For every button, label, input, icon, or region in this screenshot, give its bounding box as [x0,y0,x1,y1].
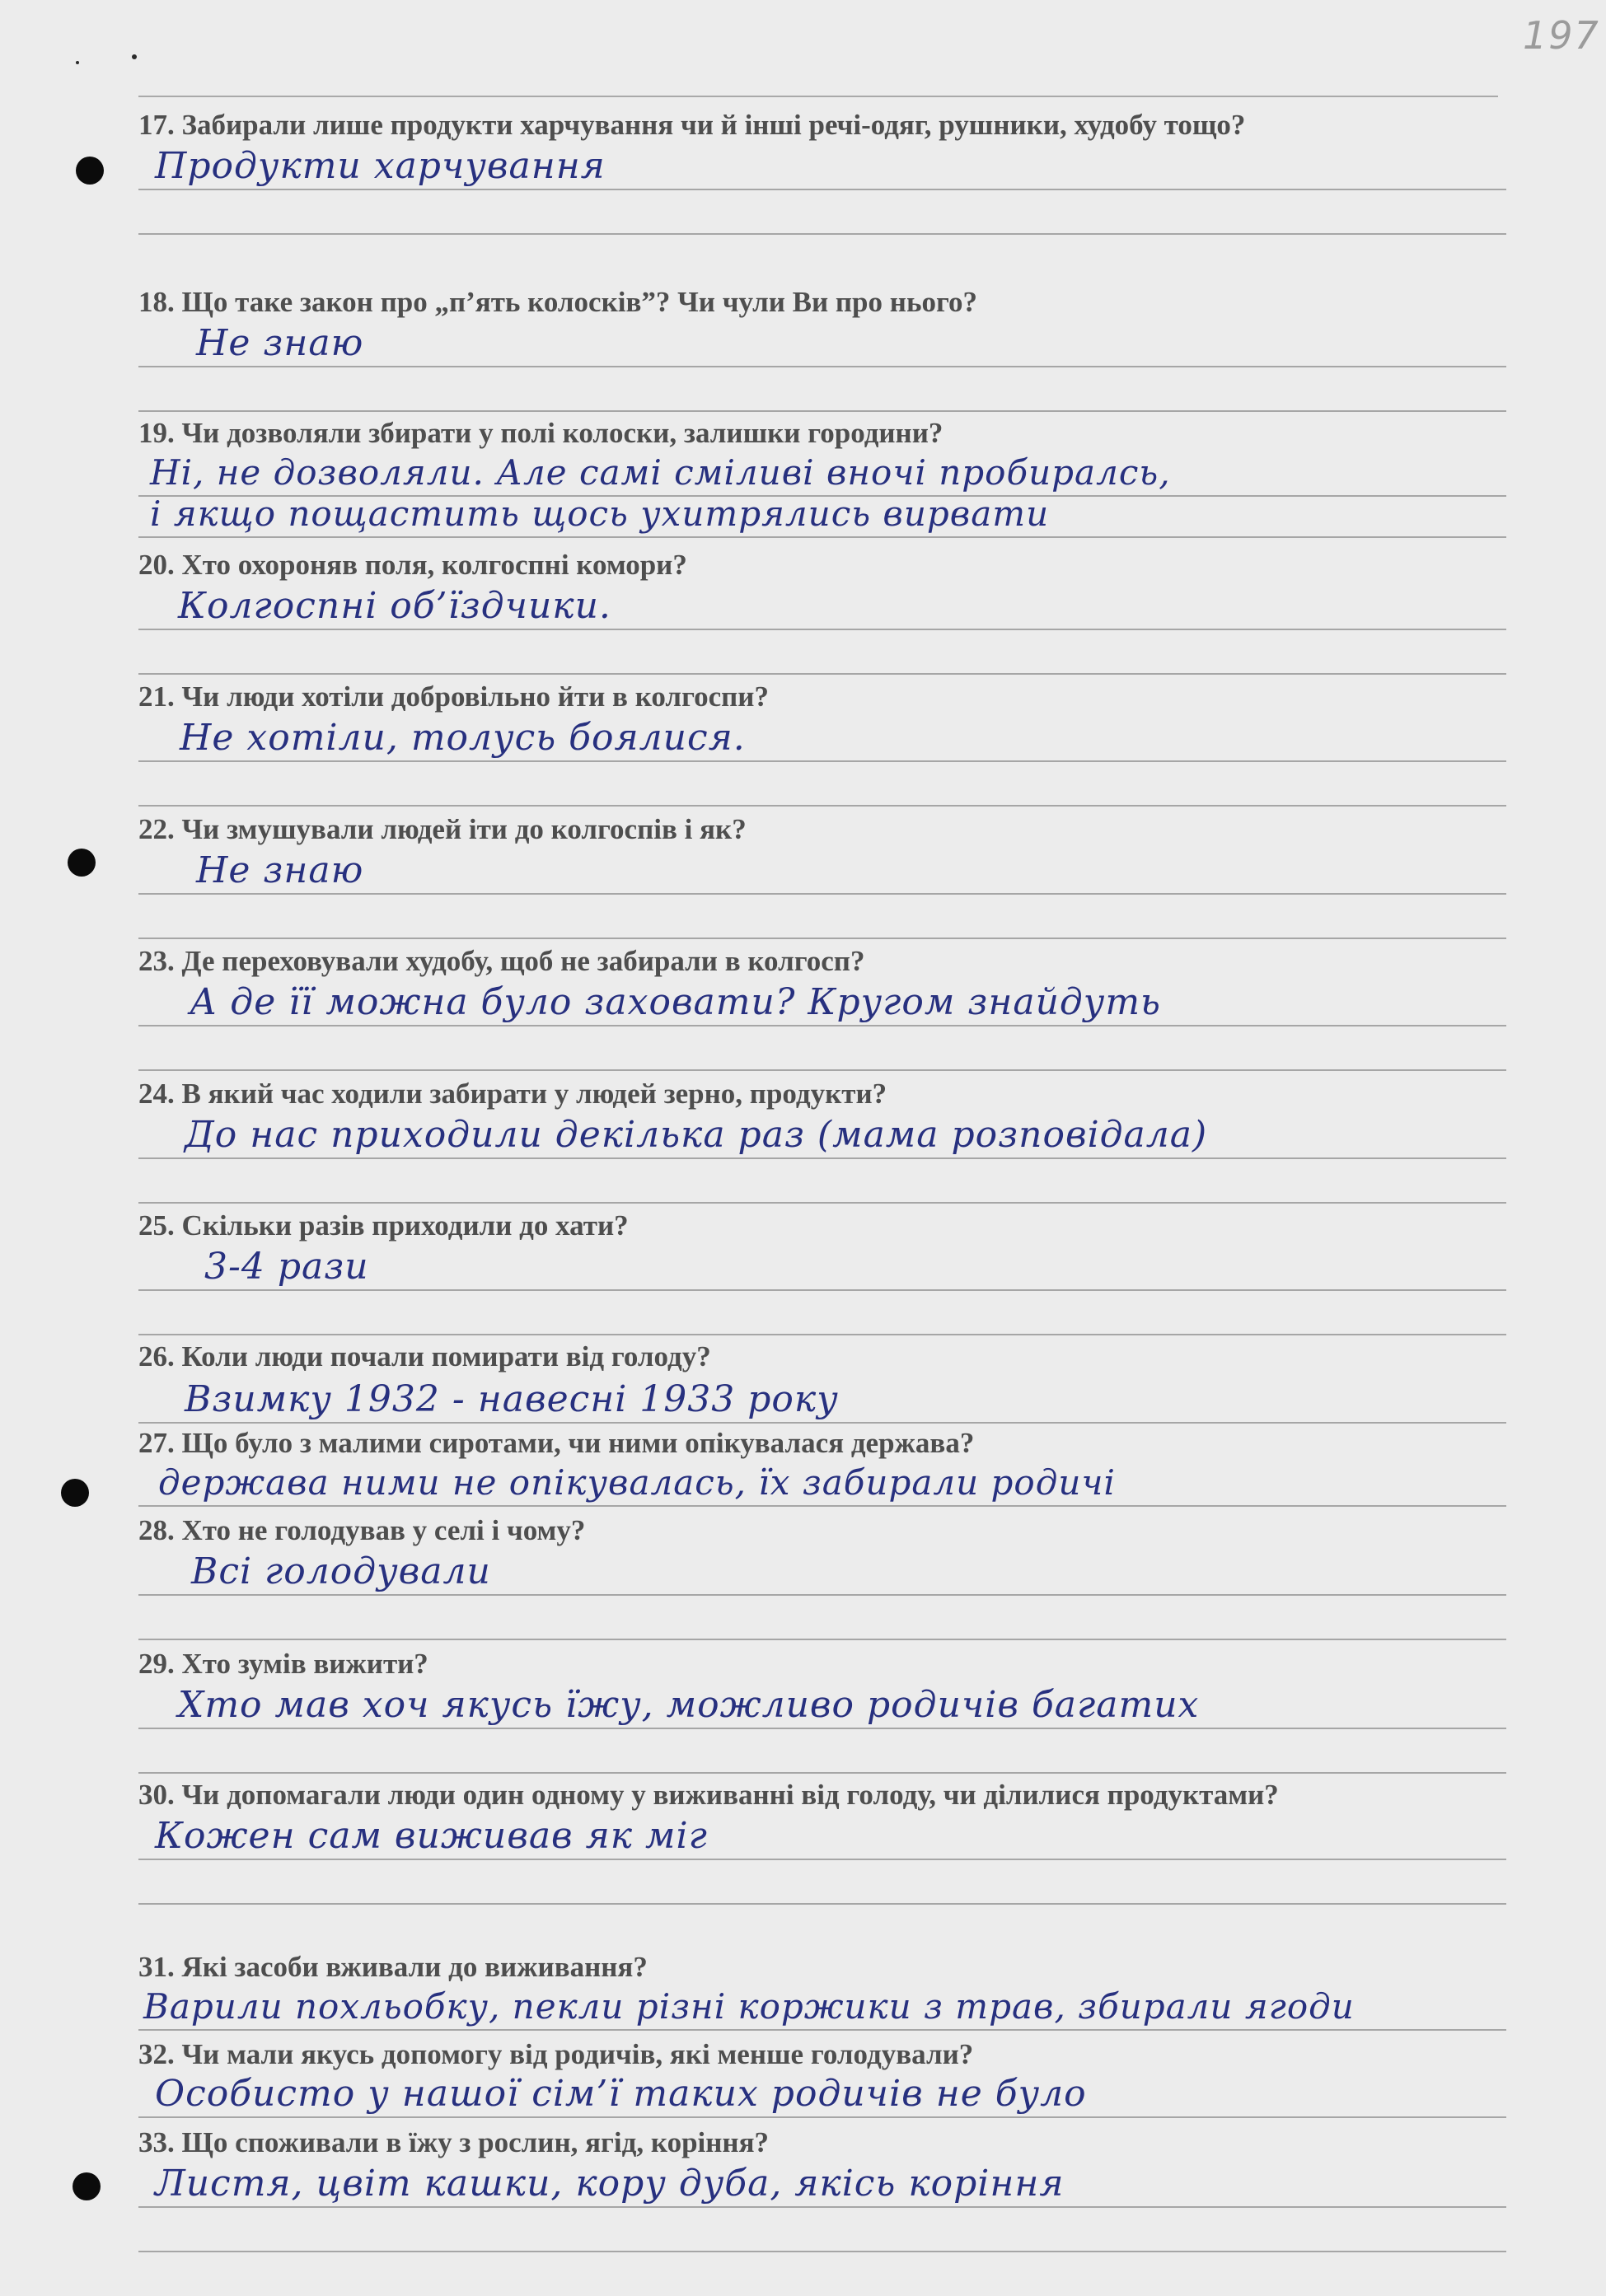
question-33 [138,2123,1506,2252]
punch-hole-bottom [73,2172,101,2200]
question-24 [138,1074,1506,1204]
blank-line [138,1159,1506,1204]
question-28 [138,1511,1506,1640]
handwritten-answer: А де її можна було заховати? Кругом знайдуть [190,981,1161,1023]
handwritten-answer: Листя, цвіт кашки, кору дуба, якісь коріння [155,2163,1065,2205]
punch-hole-top [76,157,104,185]
answer-line [138,321,1506,367]
question-text: 24. В який час ходили забирати у людей зерно, продукти? [138,1078,887,1110]
question-text: 31. Які засоби вживали до виживання? [138,1951,648,1983]
question-20 [138,545,1506,675]
answer-line [138,584,1506,630]
question-23 [138,942,1506,1071]
handwritten-answer: Не знаю [196,322,364,364]
question-text: 29. Хто зумів вижити? [138,1648,428,1680]
question-17 [138,105,1506,235]
handwritten-answer: 3-4 рази [204,1246,369,1288]
handwritten-answer: Особисто у нашої сім’ї таких родичів не було [155,2073,1087,2115]
question-22 [138,810,1506,939]
answer-line [138,1550,1506,1596]
question-text: 32. Чи мали якусь допомогу від родичів, які менше голодували? [138,2038,974,2070]
question-30 [138,1775,1506,1905]
handwritten-answer: і якщо пощастить щось ухитрялись вирвати [150,493,1050,534]
answer-line [138,493,1506,538]
handwritten-answer: Хто мав хоч якусь їжу, можливо родичів багатих [178,1684,1200,1726]
stray-mark [132,54,137,59]
handwritten-answer: Не хотіли, толусь боялися. [180,717,746,759]
handwritten-answer: Ні, не дозволяли. Але самі сміливі вночі пробиралсь, [150,452,1171,493]
question-26 [138,1337,1506,1424]
punch-hole-lower-mid [61,1479,89,1507]
answer-line [138,1113,1506,1159]
blank-line [138,2208,1506,2252]
answer-line [138,1376,1506,1424]
question-text: 30. Чи допомагали люди один одному у виживанні від голоду, чи ділилися продуктами? [138,1779,1279,1811]
answer-line [138,980,1506,1026]
punch-hole-upper-mid [68,849,96,877]
answer-line [138,1245,1506,1291]
question-25 [138,1206,1506,1335]
blank-line [138,762,1506,807]
question-text: 19. Чи дозволяли збирати у полі колоски, залишки городини? [138,417,943,449]
question-text: 25. Скільки разів приходили до хати? [138,1209,629,1242]
question-text: 18. Що таке закон про „п’ять колосків”? Чи чули Ви про нього? [138,286,977,318]
handwritten-answer: Варили похльобку, пекли різні коржики з трав, збирали ягоди [143,1986,1355,2027]
stray-mark [76,61,79,64]
question-31 [138,1948,1506,2031]
question-32 [138,2035,1506,2118]
answer-line [138,1462,1506,1507]
question-19 [138,414,1506,538]
question-text: 33. Що споживали в їжу з рослин, ягід, коріння? [138,2126,770,2158]
blank-line [138,1026,1506,1071]
question-text: 22. Чи змушували людей іти до колгоспів і як? [138,813,747,845]
answer-line [138,1814,1506,1860]
question-18 [138,283,1506,412]
blank-line [138,895,1506,939]
handwritten-answer: Продукти харчування [155,145,606,187]
answer-line [138,144,1506,190]
handwritten-answer: держава ними не опікувалась, їх забирали родичі [158,1462,1116,1503]
question-text: 21. Чи люди хотіли добровільно йти в колгоспи? [138,680,769,713]
handwritten-answer: Всі голодували [191,1550,491,1592]
page-number: 197 [1523,13,1600,58]
blank-line [138,367,1506,412]
blank-line [138,1860,1506,1905]
question-text: 26. Коли люди почали помирати від голоду? [138,1340,711,1372]
question-29 [138,1644,1506,1774]
question-27 [138,1424,1506,1507]
question-text: 17. Забирали лише продукти харчування чи й інші речі-одяг, рушники, худобу тощо? [138,109,1246,141]
answer-line [138,849,1506,895]
question-text: 20. Хто охороняв поля, колгоспні комори? [138,549,687,581]
blank-line [138,1291,1506,1335]
blank-line [138,1729,1506,1774]
answer-line [138,716,1506,762]
question-text: 28. Хто не голодував у селі і чому? [138,1514,586,1546]
handwritten-answer: Взимку 1932 - навесні 1933 року [185,1378,839,1420]
blank-line [138,1596,1506,1640]
answer-line [138,2162,1506,2208]
answer-line [138,2074,1506,2118]
handwritten-answer: Не знаю [196,849,364,891]
answer-line [138,1683,1506,1729]
handwritten-answer: Колгоспні об’їздчики. [178,585,611,627]
question-21 [138,677,1506,807]
blank-line [138,190,1506,235]
question-text: 23. Де переховували худобу, щоб не забирали в колгосп? [138,945,865,977]
blank-line [138,630,1506,675]
top-rule [138,96,1498,97]
handwritten-answer: Кожен сам виживав як міг [155,1815,708,1857]
question-text: 27. Що було з малими сиротами, чи ними опікувалася держава? [138,1427,975,1459]
answer-line [138,452,1506,497]
answer-line [138,1986,1506,2031]
handwritten-answer: До нас приходили декілька раз (мама розповідала) [185,1114,1208,1156]
